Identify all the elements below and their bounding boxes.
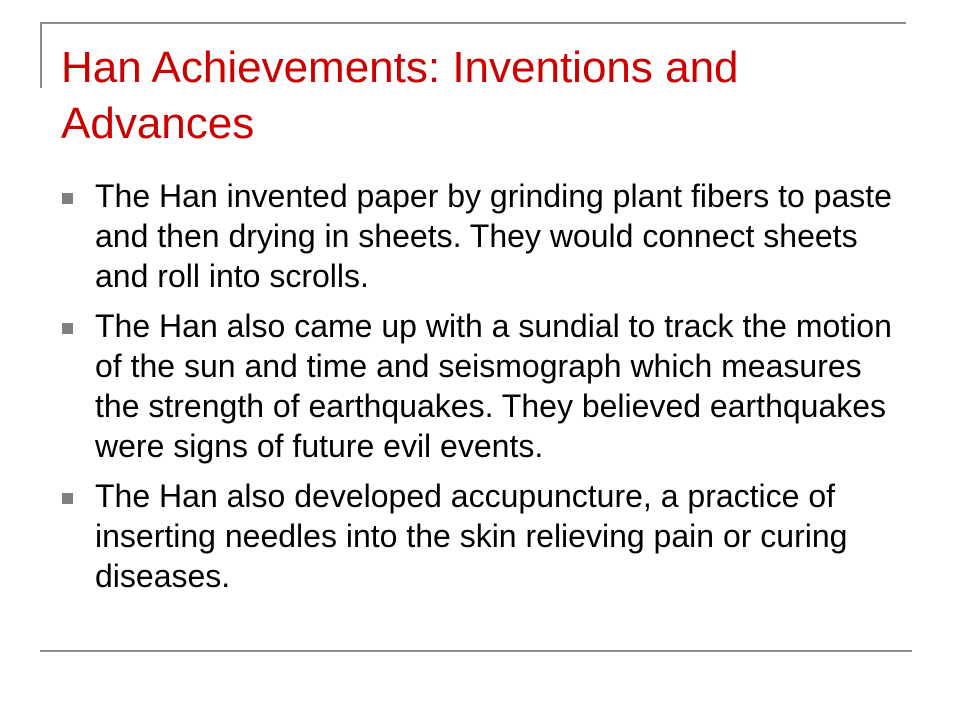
slide-title: Han Achievements: Inventions and Advances — [61, 43, 739, 148]
left-rule-line — [40, 22, 42, 88]
bullet-item-sundial-seismograph — [62, 306, 912, 466]
bullet-list — [62, 176, 912, 606]
square-bullet-icon — [62, 193, 73, 204]
bullet-item-paper — [62, 176, 912, 296]
bottom-rule-line — [40, 650, 912, 652]
bullet-item-acupuncture — [62, 476, 912, 596]
bullet-text-sundial-seismograph: The Han also came up with a sundial to track the motion of the sun and time and seismograph which measures the strength of earthquakes. They believed earthquakes were signs of future evil events. — [95, 308, 892, 464]
bullet-text-acupuncture: The Han also developed accupuncture, a practice of inserting needles into the skin relieving pain or curing diseases. — [95, 478, 848, 594]
top-rule-line — [40, 22, 906, 24]
square-bullet-icon — [62, 493, 73, 504]
square-bullet-icon — [62, 323, 73, 334]
bullet-text-paper: The Han invented paper by grinding plant fibers to paste and then drying in sheets. They would connect sheets and roll into scrolls. — [95, 178, 892, 294]
